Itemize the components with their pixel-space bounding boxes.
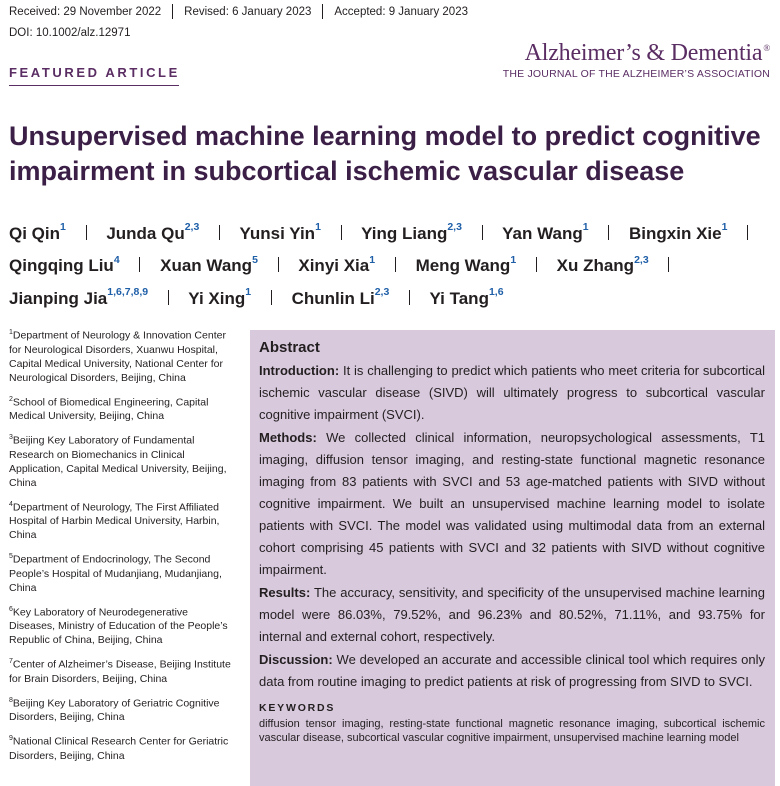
- received-date: Received: 29 November 2022: [9, 5, 162, 18]
- affiliation-number: 8: [9, 696, 13, 704]
- author-name-text: Ying Liang: [361, 223, 448, 243]
- abstract-paragraph: [259, 649, 765, 693]
- author-name[interactable]: [239, 221, 321, 243]
- abstract-heading: Abstract: [259, 339, 320, 356]
- author-divider: [86, 225, 87, 240]
- author-affiliation-marker[interactable]: 2,3: [184, 221, 200, 233]
- abstract-section-label: Methods:: [259, 430, 317, 445]
- author-divider: [168, 290, 169, 305]
- author-affiliation-marker[interactable]: 1: [721, 221, 728, 233]
- author-divider: [668, 257, 669, 272]
- abstract-section-label: Discussion:: [259, 652, 333, 667]
- author-divider: [536, 257, 537, 272]
- author-name-text: Xinyi Xia: [298, 256, 370, 276]
- affiliation-text: National Clinical Research Center for Geriatric Disorders, Beijing, China: [9, 735, 229, 762]
- author-affiliation-marker[interactable]: 1: [369, 253, 376, 266]
- author-name-text: Yi Xing: [188, 288, 246, 308]
- affiliation-item: [9, 655, 237, 686]
- author-name[interactable]: [415, 253, 517, 276]
- abstract-section-label: Introduction:: [259, 363, 340, 378]
- affiliation-item: [9, 498, 237, 543]
- affiliation-text: Department of Endocrinology, The Second People’s Hospital of Mudanjiang, Mudanjiang, China: [9, 553, 222, 594]
- author-name[interactable]: [106, 221, 200, 243]
- affiliation-number: 9: [9, 735, 13, 742]
- affiliation-item: [9, 326, 237, 385]
- author-name[interactable]: [160, 253, 258, 276]
- abstract-section-text: We developed an accurate and accessible clinical tool which requires only data from routine imaging to predict patients at risk of progressing from SIVD to SVCI.: [259, 652, 765, 689]
- author-list: [9, 215, 774, 313]
- affiliation-number: 4: [9, 500, 13, 508]
- author-name-text: Meng Wang: [415, 256, 511, 276]
- abstract-section-label: Results:: [259, 585, 311, 600]
- author-name-text: Bingxin Xie: [629, 223, 722, 243]
- author-name-text: Yan Wang: [502, 223, 583, 243]
- author-name-text: Xu Zhang: [556, 256, 635, 276]
- author-divider: [219, 225, 220, 240]
- author-name[interactable]: [9, 221, 66, 243]
- date-divider: [322, 4, 323, 19]
- author-name-text: Chunlin Li: [291, 288, 375, 308]
- author-name-text: Yunsi Yin: [239, 223, 316, 243]
- author-divider: [271, 290, 272, 305]
- author-affiliation-marker[interactable]: 2,3: [634, 253, 649, 266]
- affiliation-text: Beijing Key Laboratory of Geriatric Cognitive Disorders, Beijing, China: [9, 697, 220, 723]
- abstract-box: [250, 330, 775, 786]
- affiliation-text: Center of Alzheimer’s Disease, Beijing Institute for Brain Disorders, Beijing, China: [9, 658, 231, 685]
- affiliation-number: 6: [9, 605, 13, 613]
- journal-name: Alzheimer’s & Dementia: [524, 40, 763, 66]
- article-dates: [9, 4, 468, 19]
- author-name[interactable]: [188, 286, 252, 308]
- abstract-paragraph: [259, 427, 765, 581]
- author-affiliation-marker[interactable]: 2,3: [447, 221, 462, 233]
- author-divider: [395, 257, 396, 272]
- affiliation-text: School of Biomedical Engineering, Capital Medical University, Beijing, China: [9, 396, 209, 422]
- abstract-section-text: It is challenging to predict which patients who meet criteria for subcortical ischemic vascular disease (SIVD) will ultimately progress to subcortical vascular cognitive impairment (SVCI).: [259, 363, 765, 422]
- author-affiliation-marker[interactable]: 5: [252, 253, 258, 266]
- accepted-date: Accepted: 9 January 2023: [334, 5, 468, 18]
- author-affiliation-marker[interactable]: 1,6,7,8,9: [107, 286, 149, 299]
- journal-logo: [503, 36, 770, 80]
- abstract-paragraph: [259, 582, 765, 648]
- abstract-paragraph: [259, 360, 765, 426]
- abstract-section-text: We collected clinical information, neuropsychological assessments, T1 imaging, diffusion tensor imaging, and resting-state functional magnetic resonance imaging from 83 patients with SVCI and 53 age-matched patients with SIVD without cognitive impairment. We built an unsupervised machine learning model to isolate patients with SVCI. The model was validated using multimodal data from an external cohort comprising 45 patients with SVCI and 32 patients with SIVD without cognitive impairment.: [259, 430, 765, 577]
- affiliation-number: 1: [9, 329, 13, 336]
- affiliation-item: [9, 393, 237, 424]
- author-name[interactable]: [291, 286, 390, 308]
- abstract-section-text: The accuracy, sensitivity, and specificity of the unsupervised machine learning model were 86.03%, 79.52%, and 96.23% and 80.52%, 71.11%, and 93.75% for internal and external cohort, respectively.: [259, 585, 765, 644]
- author-affiliation-marker[interactable]: 1: [60, 221, 66, 233]
- affiliation-number: 5: [9, 553, 13, 560]
- author-affiliation-marker[interactable]: 1: [245, 286, 252, 299]
- author-divider: [139, 257, 140, 272]
- affiliation-text: Beijing Key Laboratory of Fundamental Research on Biomechanics in Clinical Application, Capital Medical University, Beijing, China: [9, 434, 227, 489]
- author-name[interactable]: [429, 286, 504, 308]
- author-name-text: Qi Qin: [9, 223, 60, 243]
- abstract-sections: [259, 360, 765, 693]
- affiliation-text: Key Laboratory of Neurodegenerative Diseases, Ministry of Education of the People’s Republic of China, Beijing, China: [9, 606, 228, 646]
- keywords-heading: KEYWORDS: [259, 702, 336, 714]
- author-affiliation-marker[interactable]: 1: [315, 221, 321, 233]
- author-divider: [341, 225, 342, 240]
- author-divider: [608, 225, 609, 240]
- author-divider: [747, 225, 748, 240]
- author-affiliation-marker[interactable]: 4: [113, 253, 120, 266]
- affiliation-item: [9, 431, 237, 490]
- author-name[interactable]: [629, 221, 728, 243]
- author-name[interactable]: [298, 253, 376, 276]
- author-affiliation-marker[interactable]: 1: [510, 253, 517, 266]
- affiliation-item: [9, 603, 237, 648]
- author-divider: [409, 290, 410, 305]
- affiliations-list: [9, 326, 237, 771]
- author-divider: [278, 257, 279, 272]
- affiliation-number: 3: [9, 434, 13, 441]
- article-title: Unsupervised machine learning model to predict cognitive impairment in subcortical ischemic vascular disease: [9, 121, 761, 186]
- author-affiliation-marker[interactable]: 2,3: [374, 286, 390, 299]
- featured-underline: [9, 85, 179, 86]
- date-divider: [172, 4, 173, 19]
- journal-subtitle: THE JOURNAL OF THE ALZHEIMER’S ASSOCIATION: [502, 68, 770, 80]
- author-name-text: Junda Qu: [106, 223, 185, 243]
- doi[interactable]: DOI: 10.1002/alz.12971: [9, 27, 131, 39]
- affiliation-text: Department of Neurology, The First Affiliated Hospital of Harbin Medical University, Harbin, China: [9, 501, 220, 541]
- author-name[interactable]: [9, 286, 149, 308]
- affiliation-item: [9, 550, 237, 595]
- author-affiliation-marker[interactable]: 1,6: [488, 286, 504, 299]
- affiliation-item: [9, 732, 237, 763]
- author-name[interactable]: [556, 253, 649, 276]
- affiliation-item: [9, 694, 237, 725]
- author-name[interactable]: [9, 253, 120, 276]
- affiliation-text: Department of Neurology & Innovation Center for Neurological Disorders, Xuanwu Hospital, Capital Medical University, National Center for Neurological Disorders, Beijing, China: [9, 329, 226, 384]
- author-name-text: Qingqing Liu: [9, 256, 114, 276]
- featured-article-label: FEATURED ARTICLE: [9, 65, 180, 80]
- registered-mark: ®: [763, 43, 770, 53]
- author-name-text: Jianping Jia: [9, 288, 108, 308]
- affiliation-number: 2: [9, 395, 13, 403]
- author-name[interactable]: [502, 221, 589, 243]
- author-name-text: Yi Tang: [429, 288, 489, 308]
- affiliation-number: 7: [9, 658, 13, 665]
- keywords-text: diffusion tensor imaging, resting-state functional magnetic resonance imaging, subcortical ischemic vascular disease, subcortical vascular cognitive impairment, unsupervised machine learning model: [259, 718, 765, 744]
- author-affiliation-marker[interactable]: 1: [582, 221, 589, 233]
- author-name[interactable]: [361, 221, 462, 243]
- author-name-text: Xuan Wang: [160, 256, 253, 276]
- revised-date: Revised: 6 January 2023: [184, 5, 312, 18]
- author-divider: [482, 225, 483, 240]
